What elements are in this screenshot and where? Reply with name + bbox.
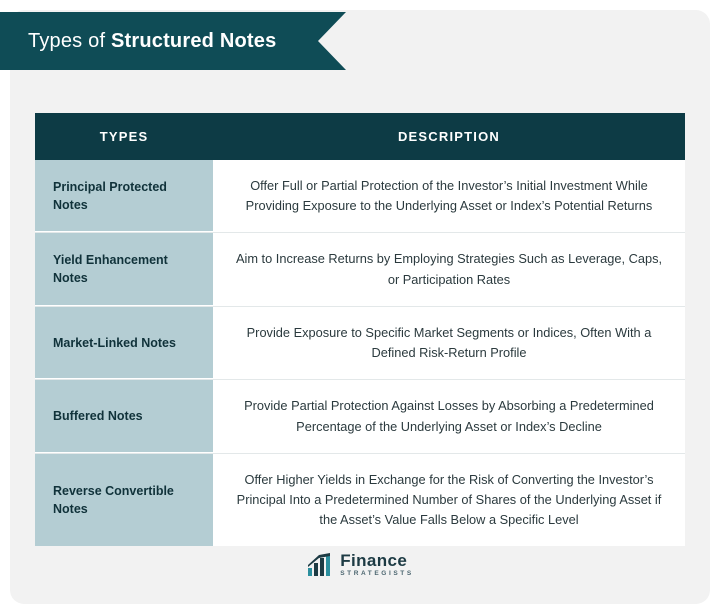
page-title-bold: Structured Notes bbox=[110, 29, 277, 52]
row-description: Aim to Increase Returns by Employing Strategies Such as Leverage, Caps, or Participation Rates bbox=[235, 251, 663, 287]
row-description: Offer Full or Partial Protection of the Investor’s Initial Investment While Providing Exposure to the Underlying Asset or Index’s Potential Returns bbox=[245, 178, 653, 214]
page-title bbox=[28, 30, 276, 53]
row-description: Provide Exposure to Specific Market Segments or Indices, Often With a Defined Risk-Return Profile bbox=[246, 324, 652, 361]
brand-tagline: STRATEGISTS bbox=[340, 570, 414, 578]
brand-name: Finance bbox=[340, 551, 408, 571]
table-header-row bbox=[35, 113, 685, 160]
table-row bbox=[35, 233, 685, 306]
row-type-label: Market-Linked Notes bbox=[35, 307, 213, 379]
column-header-description: DESCRIPTION bbox=[397, 129, 501, 144]
brand-text bbox=[340, 552, 414, 578]
bar-chart-logo-icon bbox=[306, 552, 332, 578]
brand-footer bbox=[0, 552, 720, 578]
table-row bbox=[35, 160, 685, 233]
row-type-label: Reverse Convertible Notes bbox=[35, 454, 213, 547]
structured-notes-table bbox=[35, 113, 685, 546]
column-header-types: TYPES bbox=[99, 129, 149, 144]
row-type-label: Principal Protected Notes bbox=[35, 160, 213, 232]
row-description: Provide Partial Protection Against Losses by Absorbing a Predetermined Percentage of the Underlying Asset or Index’s Decline bbox=[244, 398, 654, 434]
row-type-label: Yield Enhancement Notes bbox=[35, 233, 213, 305]
table-row bbox=[35, 454, 685, 547]
page-title-light: Types of bbox=[28, 29, 111, 52]
table-row bbox=[35, 380, 685, 453]
row-type-label: Buffered Notes bbox=[35, 380, 213, 452]
title-ribbon bbox=[0, 12, 318, 70]
row-description: Offer Higher Yields in Exchange for the Risk of Converting the Investor’s Principal Into a Predetermined Number of Shares of the Underlying Asset if the Asset’s Value Falls Below a Specific Level bbox=[236, 471, 662, 528]
table-row bbox=[35, 307, 685, 380]
